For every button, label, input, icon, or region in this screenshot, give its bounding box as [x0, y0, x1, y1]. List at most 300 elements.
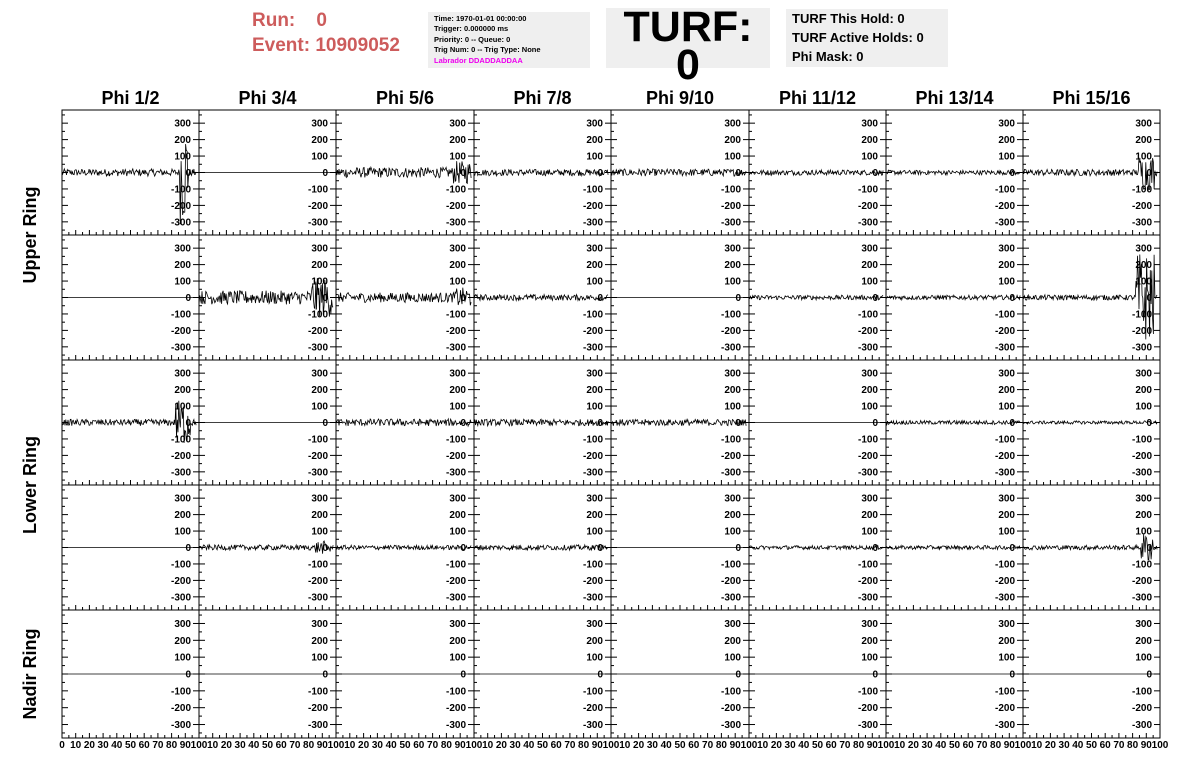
y-tick-label: 200: [861, 635, 878, 647]
y-tick-label: -300: [170, 217, 191, 229]
y-tick-label: 100: [174, 151, 191, 163]
y-tick-label: 200: [449, 510, 466, 522]
y-tick-label: 200: [586, 635, 603, 647]
y-tick-label: 300: [998, 493, 1015, 505]
y-tick-label: 300: [311, 118, 328, 130]
turf-active-holds: TURF Active Holds: 0: [792, 30, 924, 45]
y-tick-label: -100: [445, 686, 466, 698]
y-tick-label: 0: [322, 293, 328, 304]
y-tick-label: -200: [445, 450, 466, 462]
y-tick-label: 100: [998, 401, 1015, 413]
x-tick-label: 10: [757, 740, 769, 751]
waveform-trace: [749, 295, 883, 300]
y-tick-label: -200: [445, 575, 466, 587]
y-tick-label: 0: [735, 418, 741, 429]
y-tick-label: -200: [582, 200, 603, 212]
y-tick-label: -200: [307, 325, 328, 337]
y-tick-label: 300: [449, 368, 466, 380]
y-tick-label: -100: [582, 686, 603, 698]
x-tick-label: 20: [495, 740, 507, 751]
x-tick-label: 30: [234, 740, 246, 751]
y-tick-label: 300: [174, 493, 191, 505]
y-tick-label: 100: [174, 276, 191, 288]
y-tick-label: -300: [994, 342, 1015, 354]
x-tick-label: 50: [536, 740, 549, 751]
x-tick-label: 20: [1044, 740, 1056, 751]
y-tick-label: -200: [170, 575, 191, 587]
column-header: Phi 7/8: [513, 88, 572, 108]
x-tick-label: 90: [866, 740, 878, 751]
y-tick-label: 300: [586, 118, 603, 130]
y-tick-label: -300: [994, 720, 1015, 732]
trig-text: Trig Num: 0 -- Trig Type: None: [434, 45, 541, 55]
x-tick-label: 40: [798, 740, 810, 751]
x-tick-label: 70: [976, 740, 988, 751]
y-tick-label: 200: [174, 510, 191, 522]
x-tick-label: 60: [962, 740, 974, 751]
y-tick-label: 200: [1135, 510, 1152, 522]
y-tick-label: -100: [994, 434, 1015, 446]
y-tick-label: 200: [1135, 260, 1152, 272]
x-tick-label: 100: [190, 740, 208, 751]
y-tick-label: -300: [720, 342, 741, 354]
y-tick-label: 200: [586, 135, 603, 147]
run-label: Run:: [252, 10, 296, 31]
x-tick-label: 20: [358, 740, 370, 751]
ring-label: Nadir Ring: [20, 628, 40, 720]
y-tick-label: 100: [998, 151, 1015, 163]
y-tick-label: -300: [1131, 720, 1152, 732]
y-tick-label: 0: [185, 293, 191, 304]
y-tick-label: 100: [586, 276, 603, 288]
y-tick-label: 100: [449, 401, 466, 413]
waveform-trace: [886, 546, 1020, 550]
y-tick-label: -100: [720, 309, 741, 321]
y-tick-label: 200: [311, 510, 328, 522]
x-tick-label: 70: [839, 740, 851, 751]
y-tick-label: -300: [445, 217, 466, 229]
y-tick-label: 100: [311, 526, 328, 538]
y-tick-label: -300: [582, 592, 603, 604]
event-value: 10909052: [315, 35, 400, 56]
y-tick-label: 200: [449, 135, 466, 147]
y-tick-label: -300: [720, 217, 741, 229]
y-tick-label: -200: [170, 325, 191, 337]
y-tick-label: 0: [1009, 293, 1015, 304]
x-tick-label: 40: [248, 740, 260, 751]
x-tick-label: 50: [1085, 740, 1098, 751]
y-tick-label: -300: [307, 592, 328, 604]
y-tick-label: 100: [1135, 151, 1152, 163]
x-tick-label: 40: [660, 740, 672, 751]
y-tick-label: -200: [720, 703, 741, 715]
y-tick-label: -100: [1131, 184, 1152, 196]
x-tick-label: 80: [1127, 740, 1139, 751]
waveform-trace: [474, 545, 608, 550]
y-tick-label: 300: [586, 368, 603, 380]
y-tick-label: -300: [1131, 342, 1152, 354]
y-tick-label: -100: [994, 184, 1015, 196]
y-tick-label: 200: [449, 385, 466, 397]
x-tick-label: 20: [907, 740, 919, 751]
y-tick-label: -200: [720, 200, 741, 212]
y-tick-label: 300: [861, 118, 878, 130]
x-tick-label: 50: [811, 740, 824, 751]
x-tick-label: 80: [440, 740, 452, 751]
y-tick-label: -100: [307, 309, 328, 321]
y-tick-label: -200: [445, 200, 466, 212]
x-tick-label: 100: [1014, 740, 1032, 751]
y-tick-label: -200: [994, 325, 1015, 337]
y-tick-label: 0: [460, 669, 466, 681]
x-tick-label: 80: [303, 740, 315, 751]
y-tick-label: 300: [1135, 118, 1152, 130]
x-tick-label: 60: [688, 740, 700, 751]
y-tick-label: -100: [307, 559, 328, 571]
x-tick-label: 10: [482, 740, 494, 751]
waveform-trace: [1023, 535, 1157, 561]
x-tick-label: 50: [261, 740, 274, 751]
x-tick-label: 60: [413, 740, 425, 751]
y-tick-label: 300: [1135, 243, 1152, 255]
x-tick-label: 50: [674, 740, 686, 751]
y-tick-label: -100: [445, 434, 466, 446]
y-tick-label: -200: [720, 450, 741, 462]
y-tick-label: 300: [174, 618, 191, 630]
y-tick-label: 200: [586, 260, 603, 272]
x-tick-label: 40: [385, 740, 397, 751]
y-tick-label: -300: [994, 217, 1015, 229]
y-tick-label: 0: [1009, 418, 1015, 429]
y-tick-label: -200: [1131, 450, 1152, 462]
y-tick-label: -100: [445, 559, 466, 571]
y-tick-label: 200: [724, 635, 741, 647]
y-tick-label: 0: [460, 168, 466, 179]
y-tick-label: 200: [861, 135, 878, 147]
y-tick-label: -200: [857, 200, 878, 212]
y-tick-label: 100: [449, 276, 466, 288]
x-tick-label: 100: [877, 740, 895, 751]
y-tick-label: 0: [735, 543, 741, 554]
y-tick-label: 300: [174, 243, 191, 255]
y-tick-label: 300: [449, 493, 466, 505]
y-tick-label: -100: [582, 559, 603, 571]
y-tick-label: -100: [170, 559, 191, 571]
y-tick-label: 200: [311, 385, 328, 397]
y-tick-label: -100: [1131, 686, 1152, 698]
y-tick-label: -200: [1131, 703, 1152, 715]
y-tick-label: -100: [1131, 434, 1152, 446]
x-tick-label: 10: [344, 740, 356, 751]
x-tick-label: 30: [371, 740, 383, 751]
y-tick-label: 100: [174, 401, 191, 413]
y-tick-label: -300: [445, 592, 466, 604]
y-tick-label: -300: [307, 467, 328, 479]
y-tick-label: -200: [170, 703, 191, 715]
y-tick-label: 200: [174, 135, 191, 147]
y-tick-label: -300: [170, 467, 191, 479]
event-label: Event:: [252, 35, 311, 56]
x-tick-label: 20: [220, 740, 232, 751]
y-tick-label: 200: [998, 635, 1015, 647]
y-tick-label: 100: [311, 276, 328, 288]
y-tick-label: 200: [861, 385, 878, 397]
ring-label: Lower Ring: [20, 436, 40, 534]
y-tick-label: -100: [1131, 559, 1152, 571]
y-tick-label: -100: [720, 559, 741, 571]
x-tick-label: 30: [1058, 740, 1070, 751]
x-tick-label: 20: [83, 740, 95, 751]
y-tick-label: 0: [735, 293, 741, 304]
y-tick-label: 0: [597, 543, 603, 554]
x-tick-label: 90: [591, 740, 603, 751]
y-tick-label: 300: [311, 493, 328, 505]
y-tick-label: 0: [735, 168, 741, 179]
waveform-trace: [474, 169, 608, 175]
y-tick-label: -300: [170, 592, 191, 604]
y-tick-label: 200: [998, 260, 1015, 272]
y-tick-label: -300: [857, 217, 878, 229]
x-tick-label: 50: [948, 740, 961, 751]
x-tick-label: 60: [1099, 740, 1111, 751]
waveform-trace: [474, 419, 608, 426]
x-tick-label: 70: [427, 740, 439, 751]
y-tick-label: 100: [1135, 652, 1152, 664]
y-tick-label: 200: [311, 635, 328, 647]
y-tick-label: 100: [724, 276, 741, 288]
y-tick-label: -300: [1131, 217, 1152, 229]
y-tick-label: 0: [597, 293, 603, 304]
x-tick-label: 20: [633, 740, 645, 751]
y-tick-label: 0: [1146, 543, 1152, 554]
y-tick-label: 0: [872, 543, 878, 554]
y-tick-label: -100: [1131, 309, 1152, 321]
y-tick-label: 300: [724, 618, 741, 630]
y-tick-label: -200: [307, 200, 328, 212]
y-tick-label: 200: [998, 385, 1015, 397]
x-tick-label: 70: [152, 740, 164, 751]
y-tick-label: -300: [170, 342, 191, 354]
y-tick-label: 200: [1135, 635, 1152, 647]
y-tick-label: 100: [1135, 526, 1152, 538]
y-tick-label: 100: [724, 526, 741, 538]
y-tick-label: 0: [872, 669, 878, 681]
x-tick-label: 100: [465, 740, 483, 751]
y-tick-label: 300: [311, 368, 328, 380]
y-tick-label: -100: [170, 184, 191, 196]
y-tick-label: 100: [311, 151, 328, 163]
x-tick-label: 60: [138, 740, 150, 751]
y-tick-label: 0: [322, 543, 328, 554]
y-tick-label: 300: [449, 618, 466, 630]
y-tick-label: 0: [597, 168, 603, 179]
y-tick-label: -300: [170, 720, 191, 732]
y-tick-label: -300: [307, 217, 328, 229]
y-tick-label: -300: [857, 342, 878, 354]
y-tick-label: 0: [460, 543, 466, 554]
waveform-trace: [336, 419, 471, 426]
y-tick-label: 100: [861, 151, 878, 163]
y-tick-label: 100: [311, 401, 328, 413]
y-tick-label: -300: [307, 342, 328, 354]
y-tick-label: -200: [994, 703, 1015, 715]
y-tick-label: 300: [449, 243, 466, 255]
waveform-trace: [886, 295, 1020, 300]
y-tick-label: -100: [720, 184, 741, 196]
y-tick-label: 200: [724, 510, 741, 522]
x-tick-label: 60: [825, 740, 837, 751]
y-tick-label: 300: [861, 493, 878, 505]
y-tick-label: 300: [861, 243, 878, 255]
y-tick-label: 0: [872, 293, 878, 304]
y-tick-label: 0: [185, 669, 191, 681]
y-tick-label: 0: [185, 168, 191, 179]
y-tick-label: 200: [311, 260, 328, 272]
column-header: Phi 3/4: [238, 88, 297, 108]
waveform-trace: [199, 541, 333, 554]
y-tick-label: -200: [307, 703, 328, 715]
y-tick-label: -200: [1131, 325, 1152, 337]
x-tick-label: 10: [619, 740, 631, 751]
y-tick-label: -100: [994, 309, 1015, 321]
y-tick-label: 0: [1146, 418, 1152, 429]
y-tick-label: 300: [998, 618, 1015, 630]
y-tick-label: 100: [449, 652, 466, 664]
x-tick-label: 100: [1151, 740, 1169, 751]
waveform-trace: [1023, 421, 1157, 424]
waveform-trace: [611, 169, 746, 176]
y-tick-label: 200: [998, 135, 1015, 147]
y-tick-label: 0: [322, 168, 328, 179]
y-tick-label: -100: [857, 309, 878, 321]
y-tick-label: 100: [586, 652, 603, 664]
y-tick-label: 200: [1135, 385, 1152, 397]
y-tick-label: -200: [857, 450, 878, 462]
y-tick-label: -100: [582, 184, 603, 196]
y-tick-label: 100: [998, 652, 1015, 664]
y-tick-label: -100: [857, 686, 878, 698]
y-tick-label: -300: [445, 467, 466, 479]
y-tick-label: 0: [460, 293, 466, 304]
x-tick-label: 30: [921, 740, 933, 751]
y-tick-label: 100: [1135, 276, 1152, 288]
x-tick-label: 70: [1113, 740, 1125, 751]
y-tick-label: -100: [445, 309, 466, 321]
y-tick-label: -300: [582, 720, 603, 732]
column-header: Phi 9/10: [645, 88, 715, 108]
y-tick-label: -300: [582, 467, 603, 479]
y-tick-label: 300: [998, 243, 1015, 255]
waveform-trace: [749, 546, 883, 550]
y-tick-label: -100: [582, 309, 603, 321]
x-tick-label: 100: [327, 740, 345, 751]
y-tick-label: 300: [449, 118, 466, 130]
y-tick-label: -300: [857, 720, 878, 732]
y-tick-label: 0: [1009, 543, 1015, 554]
y-tick-label: -100: [170, 434, 191, 446]
y-tick-label: 0: [1146, 293, 1152, 304]
waveform-trace: [474, 295, 608, 301]
y-tick-label: -100: [307, 434, 328, 446]
y-tick-label: -100: [307, 184, 328, 196]
y-tick-label: -300: [857, 467, 878, 479]
y-tick-label: 100: [861, 652, 878, 664]
y-tick-label: -200: [307, 450, 328, 462]
x-tick-label: 30: [97, 740, 109, 751]
y-tick-label: -200: [857, 575, 878, 587]
y-tick-label: 0: [322, 418, 328, 429]
ring-label: Upper Ring: [20, 186, 40, 284]
y-tick-label: 0: [872, 168, 878, 179]
y-tick-label: -300: [1131, 592, 1152, 604]
y-tick-label: -100: [857, 434, 878, 446]
y-tick-label: 200: [1135, 135, 1152, 147]
y-tick-label: -200: [994, 575, 1015, 587]
y-tick-label: 200: [998, 510, 1015, 522]
y-tick-label: 200: [311, 135, 328, 147]
y-tick-label: -300: [582, 217, 603, 229]
x-tick-label: 0: [59, 740, 65, 751]
x-tick-label: 100: [740, 740, 758, 751]
y-tick-label: -100: [170, 686, 191, 698]
waveform-trace: [886, 421, 1020, 425]
y-tick-label: 200: [174, 635, 191, 647]
x-tick-label: 80: [578, 740, 590, 751]
y-tick-label: -200: [582, 325, 603, 337]
y-tick-label: 200: [449, 260, 466, 272]
run-value: 0: [316, 10, 327, 31]
x-tick-label: 80: [166, 740, 178, 751]
y-tick-label: -100: [720, 434, 741, 446]
x-tick-label: 80: [990, 740, 1002, 751]
y-tick-label: -100: [445, 184, 466, 196]
y-tick-label: -200: [720, 325, 741, 337]
x-tick-label: 30: [784, 740, 796, 751]
y-tick-label: 100: [449, 151, 466, 163]
y-tick-label: 100: [724, 151, 741, 163]
y-tick-label: 300: [998, 368, 1015, 380]
y-tick-label: -200: [170, 450, 191, 462]
y-tick-label: -300: [1131, 467, 1152, 479]
turf-value: TURF: 0: [623, 3, 753, 89]
y-tick-label: 100: [998, 276, 1015, 288]
y-tick-label: 0: [185, 543, 191, 554]
y-tick-label: -100: [994, 686, 1015, 698]
y-tick-label: 0: [1146, 168, 1152, 179]
y-tick-label: -100: [720, 686, 741, 698]
labrador-text: Labrador DDADDADDAA: [434, 55, 523, 65]
y-tick-label: 300: [724, 118, 741, 130]
y-tick-label: -200: [445, 703, 466, 715]
x-tick-label: 60: [550, 740, 562, 751]
x-tick-label: 90: [316, 740, 328, 751]
y-tick-label: -100: [857, 184, 878, 196]
y-tick-label: 200: [724, 135, 741, 147]
y-tick-label: -200: [582, 575, 603, 587]
y-tick-label: 300: [586, 618, 603, 630]
y-tick-label: 100: [449, 526, 466, 538]
y-tick-label: -200: [307, 575, 328, 587]
y-tick-label: 300: [174, 118, 191, 130]
y-tick-label: -100: [307, 686, 328, 698]
y-tick-label: 300: [311, 618, 328, 630]
column-header: Phi 11/12: [778, 88, 857, 108]
y-tick-label: 100: [311, 652, 328, 664]
y-tick-label: 0: [872, 418, 878, 429]
y-tick-label: 200: [586, 510, 603, 522]
priority-text: Priority: 0 -- Queue: 0: [434, 34, 511, 44]
y-tick-label: -300: [857, 592, 878, 604]
